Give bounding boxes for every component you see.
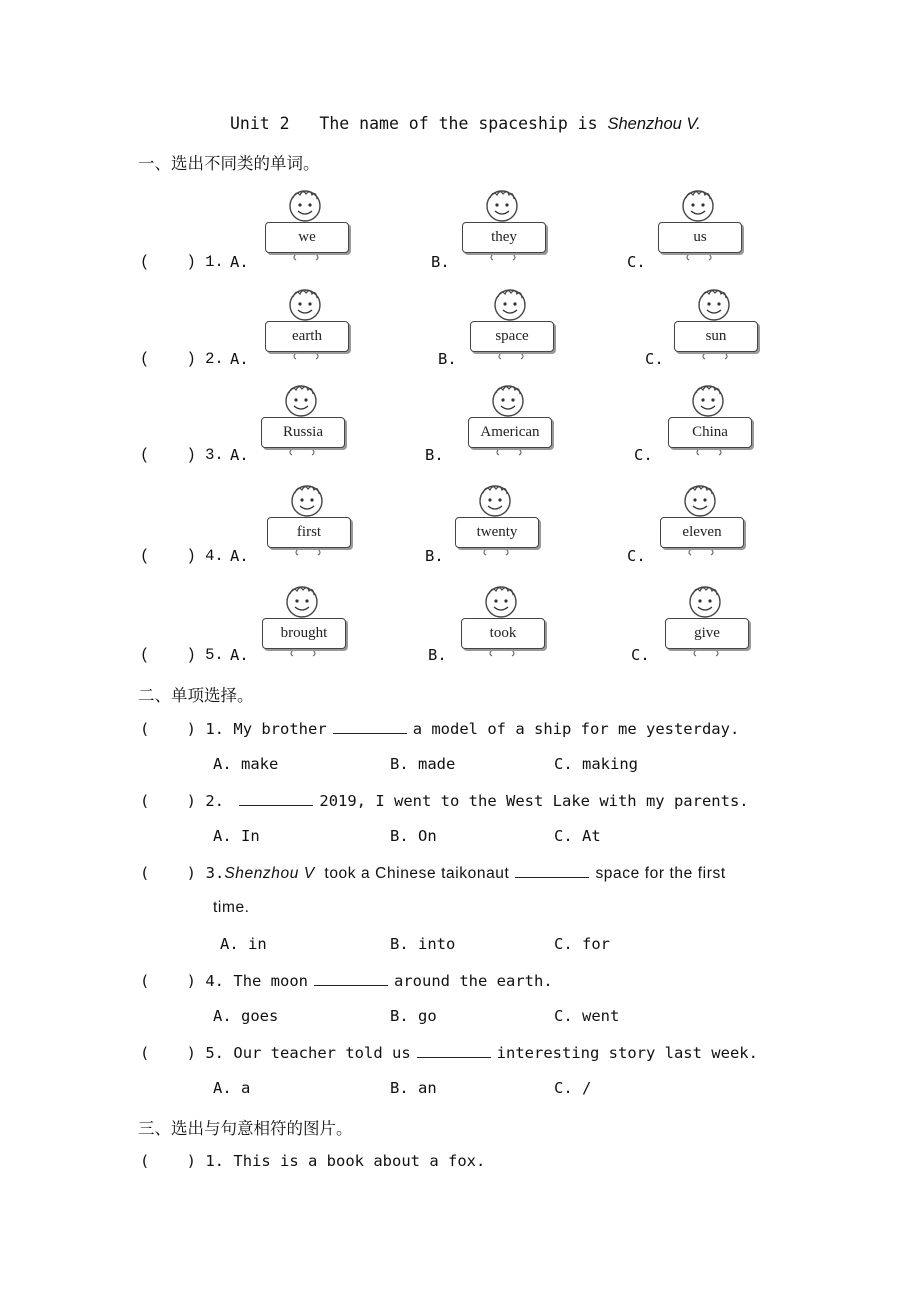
word-sign: first [267, 517, 351, 548]
section2-heading: 二、单项选择。 [138, 686, 254, 705]
cartoon-kid-holding-sign-icon[interactable] [258, 381, 348, 459]
question-row [140, 1152, 485, 1170]
option-label: B. [425, 446, 444, 464]
option-b: B. go [390, 1007, 437, 1025]
cartoon-kid-holding-sign-icon[interactable] [662, 582, 752, 660]
answer-paren[interactable]: ( ) [140, 350, 196, 368]
cartoon-kid-holding-sign-icon[interactable] [458, 582, 548, 660]
question-number: 2. [205, 792, 225, 810]
page-title [230, 114, 701, 134]
question-number: 4. [195, 547, 224, 565]
question-continuation: time. [213, 899, 250, 916]
word-sign: they [462, 222, 546, 253]
answer-paren[interactable]: ( ) [140, 1152, 196, 1170]
title-italic: Shenzhou V. [607, 115, 701, 133]
option-c: C. At [554, 827, 601, 845]
question-number: 5. [195, 646, 224, 664]
question-text: Our teacher told us [233, 1044, 411, 1062]
option-c: C. making [554, 755, 638, 773]
option-label: B. [425, 547, 444, 565]
question-number: 1. [205, 720, 225, 738]
option-label: A. [230, 350, 249, 368]
word-sign: us [658, 222, 742, 253]
word-sign: earth [265, 321, 349, 352]
question-row [140, 791, 749, 810]
cartoon-kid-holding-sign-icon[interactable] [655, 186, 745, 264]
option-a: A. a [213, 1079, 251, 1097]
cartoon-kid-holding-sign-icon[interactable] [259, 582, 349, 660]
option-label: B. [438, 350, 457, 368]
answer-paren[interactable]: ( ) [140, 646, 196, 664]
section3-heading: 三、选出与句意相符的图片。 [138, 1119, 353, 1138]
word-sign: brought [262, 618, 346, 649]
cartoon-kid-holding-sign-icon[interactable] [262, 285, 352, 363]
answer-paren[interactable]: ( ) [140, 720, 196, 738]
cartoon-kid-holding-sign-icon[interactable] [657, 481, 747, 559]
cartoon-kid-holding-sign-icon[interactable] [467, 285, 557, 363]
choice-row-label [140, 547, 224, 565]
word-sign: give [665, 618, 749, 649]
section1-heading: 一、选出不同类的单词。 [138, 154, 320, 173]
cartoon-kid-holding-sign-icon[interactable] [264, 481, 354, 559]
cartoon-kid-holding-sign-icon[interactable] [671, 285, 761, 363]
option-label: A. [230, 547, 249, 565]
question-text: This is a book about a fox. [233, 1152, 486, 1170]
answer-blank[interactable] [314, 971, 388, 986]
answer-blank[interactable] [333, 719, 407, 734]
option-c: C. / [554, 1079, 592, 1097]
option-b: B. into [390, 935, 456, 953]
question-text: a model of a ship for me yesterday. [412, 720, 740, 738]
word-sign: American [468, 417, 552, 448]
question-text: took a Chinese taikonaut [324, 865, 510, 882]
answer-paren[interactable]: ( ) [140, 253, 196, 271]
word-sign: twenty [455, 517, 539, 548]
answer-paren[interactable]: ( ) [140, 972, 196, 990]
word-sign: sun [674, 321, 758, 352]
question-text: My brother [233, 720, 327, 738]
option-c: C. for [554, 935, 610, 953]
answer-paren[interactable]: ( ) [140, 864, 196, 882]
option-c: C. went [554, 1007, 620, 1025]
answer-blank[interactable] [417, 1043, 491, 1058]
option-label: C. [631, 646, 650, 664]
question-row [140, 1043, 758, 1062]
question-row [140, 971, 553, 990]
question-text: around the earth. [394, 972, 553, 990]
option-label: C. [627, 253, 646, 271]
option-label: A. [230, 253, 249, 271]
question-text: space for the first [595, 865, 726, 882]
question-text: The moon [233, 972, 309, 990]
word-sign: eleven [660, 517, 744, 548]
option-b: B. On [390, 827, 437, 845]
answer-paren[interactable]: ( ) [140, 792, 196, 810]
cartoon-kid-holding-sign-icon[interactable] [465, 381, 555, 459]
question-number: 4. [205, 972, 225, 990]
choice-row-label [140, 646, 224, 664]
question-number: 3. [195, 446, 224, 464]
option-b: B. an [390, 1079, 437, 1097]
word-sign: space [470, 321, 554, 352]
question-number: 5. [205, 1044, 225, 1062]
answer-paren[interactable]: ( ) [140, 547, 196, 565]
option-a: A. In [213, 827, 260, 845]
option-b: B. made [390, 755, 456, 773]
title-text: Unit 2 The name of the spaceship is [230, 114, 608, 133]
option-a: A. make [213, 755, 279, 773]
word-sign: we [265, 222, 349, 253]
question-number: 3. [205, 864, 225, 882]
option-label: C. [627, 547, 646, 565]
cartoon-kid-holding-sign-icon[interactable] [262, 186, 352, 264]
choice-row-label [140, 350, 224, 368]
word-sign: took [461, 618, 545, 649]
option-label: A. [230, 446, 249, 464]
word-sign: China [668, 417, 752, 448]
option-label: C. [645, 350, 664, 368]
answer-paren[interactable]: ( ) [140, 446, 196, 464]
question-row [140, 863, 726, 883]
option-label: C. [634, 446, 653, 464]
option-label: A. [230, 646, 249, 664]
cartoon-kid-holding-sign-icon[interactable] [452, 481, 542, 559]
question-italic: Shenzhou V [224, 865, 315, 882]
option-a: A. in [220, 935, 267, 953]
question-number: 1. [205, 1152, 225, 1170]
option-label: B. [428, 646, 447, 664]
question-text: 2019, I went to the West Lake with my parents. [319, 792, 749, 810]
question-number: 1. [195, 253, 224, 271]
question-number: 2. [195, 350, 224, 368]
cartoon-kid-holding-sign-icon[interactable] [459, 186, 549, 264]
option-label: B. [431, 253, 450, 271]
option-a: A. goes [213, 1007, 279, 1025]
answer-blank[interactable] [515, 863, 589, 878]
choice-row-label [140, 446, 224, 464]
word-sign: Russia [261, 417, 345, 448]
choice-row-label [140, 253, 224, 271]
answer-paren[interactable]: ( ) [140, 1044, 196, 1062]
question-text: interesting story last week. [496, 1044, 758, 1062]
cartoon-kid-holding-sign-icon[interactable] [665, 381, 755, 459]
answer-blank[interactable] [239, 791, 313, 806]
question-row [140, 719, 739, 738]
